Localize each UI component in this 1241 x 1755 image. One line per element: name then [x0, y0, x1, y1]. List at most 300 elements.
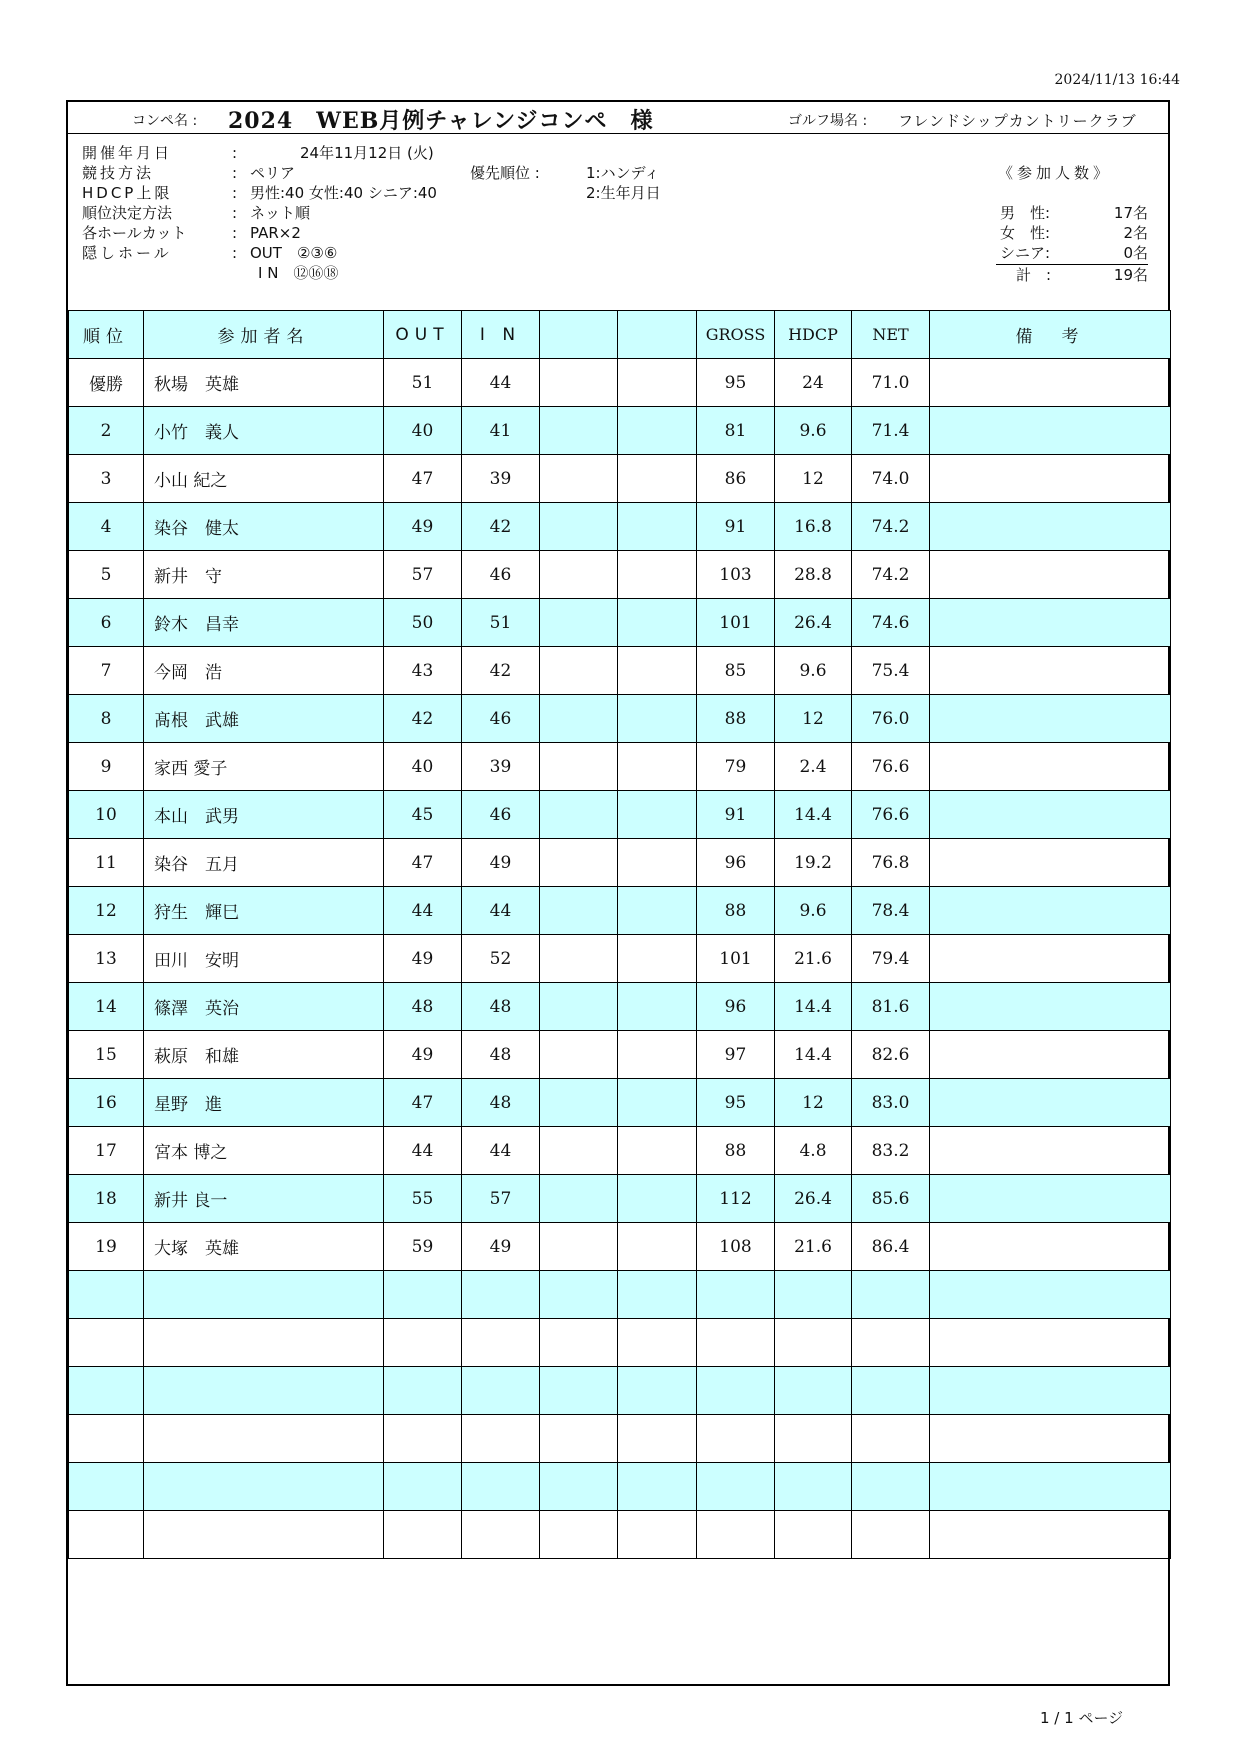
table-header-row — [69, 311, 1171, 359]
cell: 81.6 — [852, 983, 930, 1031]
cell: 狩生 輝巳 — [144, 887, 384, 935]
cell — [540, 1271, 618, 1319]
cell: 95 — [697, 359, 775, 407]
cell — [618, 1223, 697, 1271]
cell: 85.6 — [852, 1175, 930, 1223]
table-row — [69, 647, 1171, 695]
cell: 田川 安明 — [144, 935, 384, 983]
cell — [618, 1319, 697, 1367]
cell — [930, 551, 1171, 599]
results-sheet — [66, 100, 1170, 1686]
cell — [618, 599, 697, 647]
table-row — [69, 359, 1171, 407]
cell: 57 — [462, 1175, 540, 1223]
cell — [618, 1463, 697, 1511]
info-rank: 順位決定方法 : ネット順 — [82, 204, 311, 222]
cell: 4 — [69, 503, 144, 551]
cell — [930, 1367, 1171, 1415]
page-number: 1 / 1 ページ — [1040, 1709, 1124, 1727]
cell — [618, 359, 697, 407]
cell — [618, 1511, 697, 1559]
cell: 9.6 — [775, 887, 852, 935]
empty-row — [69, 1367, 1171, 1415]
col-in: I N — [462, 311, 540, 359]
cell — [930, 1511, 1171, 1559]
cell: 9.6 — [775, 407, 852, 455]
cell: 42 — [462, 503, 540, 551]
cell: 14 — [69, 983, 144, 1031]
cell: 星野 進 — [144, 1079, 384, 1127]
cell: 49 — [384, 935, 462, 983]
cell — [540, 1079, 618, 1127]
col-hdcp: HDCP — [775, 311, 852, 359]
cell: 108 — [697, 1223, 775, 1271]
cell: 39 — [462, 743, 540, 791]
cell — [930, 935, 1171, 983]
cell — [930, 887, 1171, 935]
cell: 19.2 — [775, 839, 852, 887]
cell: 42 — [462, 647, 540, 695]
cell: 76.6 — [852, 791, 930, 839]
cell — [540, 1511, 618, 1559]
cell — [930, 647, 1171, 695]
cell: 48 — [462, 1031, 540, 1079]
cell: 新井 守 — [144, 551, 384, 599]
cell: 鈴木 昌幸 — [144, 599, 384, 647]
cell: 髙根 武雄 — [144, 695, 384, 743]
cell — [930, 1415, 1171, 1463]
cell: 74.6 — [852, 599, 930, 647]
col-net: NET — [852, 311, 930, 359]
cell — [69, 1415, 144, 1463]
course-label: ゴルフ場名 : — [788, 113, 868, 129]
cell: 21.6 — [775, 1223, 852, 1271]
cell — [930, 359, 1171, 407]
cell: 12 — [775, 695, 852, 743]
cell: 50 — [384, 599, 462, 647]
cell: 79.4 — [852, 935, 930, 983]
cell: 49 — [384, 503, 462, 551]
cell: 49 — [462, 839, 540, 887]
cell — [540, 1175, 618, 1223]
cell — [540, 1031, 618, 1079]
count-female: 女 性: 2名 — [1000, 224, 1148, 242]
table-row — [69, 887, 1171, 935]
col-out: OUT — [384, 311, 462, 359]
cell — [697, 1367, 775, 1415]
cell: 7 — [69, 647, 144, 695]
priority-2: 2:生年月日 — [586, 184, 661, 202]
cell: 47 — [384, 455, 462, 503]
cell — [462, 1415, 540, 1463]
count-male: 男 性: 17名 — [1000, 204, 1148, 222]
col-rank: 順位 — [69, 311, 144, 359]
cell: 9.6 — [775, 647, 852, 695]
cell: 49 — [384, 1031, 462, 1079]
table-row — [69, 1175, 1171, 1223]
cell — [930, 1175, 1171, 1223]
cell: 26.4 — [775, 1175, 852, 1223]
cell: 82.6 — [852, 1031, 930, 1079]
col-blank-1 — [540, 311, 618, 359]
info-date: 開催年月日 : 24年11月12日 (火) — [82, 144, 434, 162]
cell — [540, 407, 618, 455]
cell: 88 — [697, 695, 775, 743]
cell: 76.6 — [852, 743, 930, 791]
cell — [144, 1367, 384, 1415]
cell: 95 — [697, 1079, 775, 1127]
cell — [930, 1223, 1171, 1271]
cell — [384, 1463, 462, 1511]
priority-label: 優先順位 : — [470, 164, 540, 182]
info-hidden: 隠しホール : OUT ②③⑥ — [82, 244, 338, 262]
course-name: フレンドシップカントリークラブ — [898, 112, 1137, 130]
cell — [852, 1367, 930, 1415]
results-table — [68, 310, 1171, 1559]
print-timestamp: 2024/11/13 16:44 — [1054, 72, 1180, 88]
cell — [540, 503, 618, 551]
cell — [618, 935, 697, 983]
cell — [144, 1511, 384, 1559]
cell — [775, 1367, 852, 1415]
cell: 74.0 — [852, 455, 930, 503]
empty-row — [69, 1319, 1171, 1367]
cell: 萩原 和雄 — [144, 1031, 384, 1079]
cell: 43 — [384, 647, 462, 695]
table-row — [69, 743, 1171, 791]
cell: 9 — [69, 743, 144, 791]
cell: 8 — [69, 695, 144, 743]
cell: 44 — [384, 1127, 462, 1175]
cell — [540, 743, 618, 791]
cell — [775, 1511, 852, 1559]
cell: 48 — [462, 983, 540, 1031]
cell — [618, 695, 697, 743]
cell: 家西 愛子 — [144, 743, 384, 791]
cell: 5 — [69, 551, 144, 599]
info-method: 競技方法 : ペリア — [82, 164, 296, 182]
cell — [775, 1463, 852, 1511]
cell: 染谷 五月 — [144, 839, 384, 887]
cell: 11 — [69, 839, 144, 887]
cell — [930, 743, 1171, 791]
cell — [384, 1271, 462, 1319]
cell: 75.4 — [852, 647, 930, 695]
cell — [697, 1463, 775, 1511]
cell — [618, 455, 697, 503]
cell: 81 — [697, 407, 775, 455]
cell — [930, 791, 1171, 839]
cell: 91 — [697, 791, 775, 839]
table-row — [69, 935, 1171, 983]
cell — [69, 1367, 144, 1415]
cell: 秋場 英雄 — [144, 359, 384, 407]
cell: 12 — [775, 1079, 852, 1127]
cell — [144, 1463, 384, 1511]
cell — [462, 1511, 540, 1559]
cell — [618, 647, 697, 695]
cell — [618, 743, 697, 791]
cell — [540, 887, 618, 935]
cell: 宮本 博之 — [144, 1127, 384, 1175]
cell: 85 — [697, 647, 775, 695]
cell — [852, 1463, 930, 1511]
cell — [144, 1319, 384, 1367]
cell — [618, 1079, 697, 1127]
cell: 本山 武男 — [144, 791, 384, 839]
cell: 4.8 — [775, 1127, 852, 1175]
cell: 17 — [69, 1127, 144, 1175]
cell — [384, 1415, 462, 1463]
cell: 染谷 健太 — [144, 503, 384, 551]
cell — [540, 551, 618, 599]
cell: 51 — [462, 599, 540, 647]
cell: 新井 良一 — [144, 1175, 384, 1223]
cell: 18 — [69, 1175, 144, 1223]
cell: 88 — [697, 887, 775, 935]
cell — [697, 1511, 775, 1559]
table-row — [69, 551, 1171, 599]
cell — [775, 1319, 852, 1367]
table-row — [69, 407, 1171, 455]
cell — [852, 1319, 930, 1367]
cell: 71.4 — [852, 407, 930, 455]
cell: 103 — [697, 551, 775, 599]
table-row — [69, 455, 1171, 503]
cell — [930, 503, 1171, 551]
cell — [930, 1271, 1171, 1319]
cell: 48 — [384, 983, 462, 1031]
cell — [540, 1223, 618, 1271]
cell: 小山 紀之 — [144, 455, 384, 503]
cell — [540, 1415, 618, 1463]
cell — [930, 1319, 1171, 1367]
cell — [618, 791, 697, 839]
info-cut: 各ホールカット : PAR×2 — [82, 224, 301, 242]
cell: 47 — [384, 839, 462, 887]
cell: 44 — [462, 1127, 540, 1175]
cell: 26.4 — [775, 599, 852, 647]
col-gross: GROSS — [697, 311, 775, 359]
cell — [462, 1319, 540, 1367]
cell: 44 — [462, 359, 540, 407]
cell — [930, 1079, 1171, 1127]
cell: 12 — [775, 455, 852, 503]
cell — [930, 839, 1171, 887]
cell — [618, 1271, 697, 1319]
cell: 96 — [697, 839, 775, 887]
cell: 86.4 — [852, 1223, 930, 1271]
cell: 小竹 義人 — [144, 407, 384, 455]
cell: 24 — [775, 359, 852, 407]
empty-row — [69, 1463, 1171, 1511]
cell — [618, 551, 697, 599]
cell — [618, 1175, 697, 1223]
cell: 41 — [462, 407, 540, 455]
cell — [540, 1367, 618, 1415]
cell — [618, 1415, 697, 1463]
cell — [540, 647, 618, 695]
cell — [618, 983, 697, 1031]
cell: 6 — [69, 599, 144, 647]
table-row — [69, 599, 1171, 647]
cell: 15 — [69, 1031, 144, 1079]
cell: 55 — [384, 1175, 462, 1223]
cell — [618, 1367, 697, 1415]
cell: 2 — [69, 407, 144, 455]
cell: 14.4 — [775, 791, 852, 839]
cell: 47 — [384, 1079, 462, 1127]
cell — [69, 1511, 144, 1559]
cell: 88 — [697, 1127, 775, 1175]
cell: 76.0 — [852, 695, 930, 743]
compe-title: 2024 WEB月例チャレンジコンペ 様 — [228, 108, 654, 134]
cell: 101 — [697, 599, 775, 647]
cell: 52 — [462, 935, 540, 983]
cell — [930, 1031, 1171, 1079]
cell — [540, 455, 618, 503]
cell: 83.0 — [852, 1079, 930, 1127]
table-row — [69, 791, 1171, 839]
cell — [462, 1271, 540, 1319]
cell — [69, 1319, 144, 1367]
cell — [384, 1367, 462, 1415]
cell: 46 — [462, 551, 540, 599]
cell — [930, 695, 1171, 743]
cell — [540, 791, 618, 839]
cell: 12 — [69, 887, 144, 935]
cell: 76.8 — [852, 839, 930, 887]
col-blank-2 — [618, 311, 697, 359]
cell — [930, 983, 1171, 1031]
cell: 2.4 — [775, 743, 852, 791]
cell — [930, 1463, 1171, 1511]
cell — [697, 1319, 775, 1367]
cell — [618, 1031, 697, 1079]
cell — [540, 1463, 618, 1511]
cell: 96 — [697, 983, 775, 1031]
cell — [618, 503, 697, 551]
cell — [540, 1127, 618, 1175]
empty-row — [69, 1511, 1171, 1559]
cell: 3 — [69, 455, 144, 503]
col-remarks: 備 考 — [930, 311, 1171, 359]
cell: 大塚 英雄 — [144, 1223, 384, 1271]
info-hdcp: HDCP上限 : 男性:40 女性:40 シニア:40 — [82, 184, 437, 202]
table-row — [69, 983, 1171, 1031]
cell: 46 — [462, 695, 540, 743]
cell — [930, 455, 1171, 503]
col-name: 参加者名 — [144, 311, 384, 359]
priority-1: 1:ハンディ — [586, 164, 660, 182]
cell — [462, 1367, 540, 1415]
title-bar — [68, 102, 1168, 134]
cell: 112 — [697, 1175, 775, 1223]
cell — [775, 1271, 852, 1319]
cell — [540, 695, 618, 743]
empty-row — [69, 1271, 1171, 1319]
cell: 19 — [69, 1223, 144, 1271]
cell — [144, 1415, 384, 1463]
cell — [618, 407, 697, 455]
cell — [618, 1127, 697, 1175]
cell — [462, 1463, 540, 1511]
cell: 28.8 — [775, 551, 852, 599]
cell: 57 — [384, 551, 462, 599]
cell — [697, 1271, 775, 1319]
compe-label: コンペ名 : — [132, 113, 198, 129]
cell — [697, 1415, 775, 1463]
cell: 46 — [462, 791, 540, 839]
cell: 44 — [384, 887, 462, 935]
cell — [540, 599, 618, 647]
cell: 71.0 — [852, 359, 930, 407]
cell: 45 — [384, 791, 462, 839]
cell — [852, 1415, 930, 1463]
cell: 44 — [462, 887, 540, 935]
table-row — [69, 1127, 1171, 1175]
cell: 13 — [69, 935, 144, 983]
cell: 79 — [697, 743, 775, 791]
table-row — [69, 839, 1171, 887]
cell: 51 — [384, 359, 462, 407]
table-row — [69, 503, 1171, 551]
cell — [930, 599, 1171, 647]
cell — [775, 1415, 852, 1463]
cell — [540, 1319, 618, 1367]
count-senior: シニア: 0名 — [1000, 244, 1148, 262]
table-row — [69, 695, 1171, 743]
cell: 今岡 浩 — [144, 647, 384, 695]
cell: 101 — [697, 935, 775, 983]
info-hidden-in: I N ⑫⑯⑱ — [258, 264, 339, 282]
cell: 14.4 — [775, 1031, 852, 1079]
cell: 篠澤 英治 — [144, 983, 384, 1031]
cell: 42 — [384, 695, 462, 743]
cell: 16 — [69, 1079, 144, 1127]
empty-row — [69, 1415, 1171, 1463]
cell — [852, 1511, 930, 1559]
table-row — [69, 1223, 1171, 1271]
cell: 86 — [697, 455, 775, 503]
cell: 49 — [462, 1223, 540, 1271]
cell — [930, 407, 1171, 455]
cell — [930, 1127, 1171, 1175]
table-row — [69, 1031, 1171, 1079]
cell: 39 — [462, 455, 540, 503]
cell: 14.4 — [775, 983, 852, 1031]
cell: 97 — [697, 1031, 775, 1079]
cell — [540, 359, 618, 407]
competition-info — [68, 134, 1168, 310]
cell: 59 — [384, 1223, 462, 1271]
cell: 91 — [697, 503, 775, 551]
cell — [384, 1511, 462, 1559]
cell: 83.2 — [852, 1127, 930, 1175]
cell: 10 — [69, 791, 144, 839]
cell — [540, 839, 618, 887]
cell — [618, 839, 697, 887]
table-row — [69, 1079, 1171, 1127]
cell — [69, 1271, 144, 1319]
cell — [852, 1271, 930, 1319]
cell: 40 — [384, 743, 462, 791]
cell — [69, 1463, 144, 1511]
cell: 優勝 — [69, 359, 144, 407]
cell: 48 — [462, 1079, 540, 1127]
cell: 78.4 — [852, 887, 930, 935]
cell: 21.6 — [775, 935, 852, 983]
